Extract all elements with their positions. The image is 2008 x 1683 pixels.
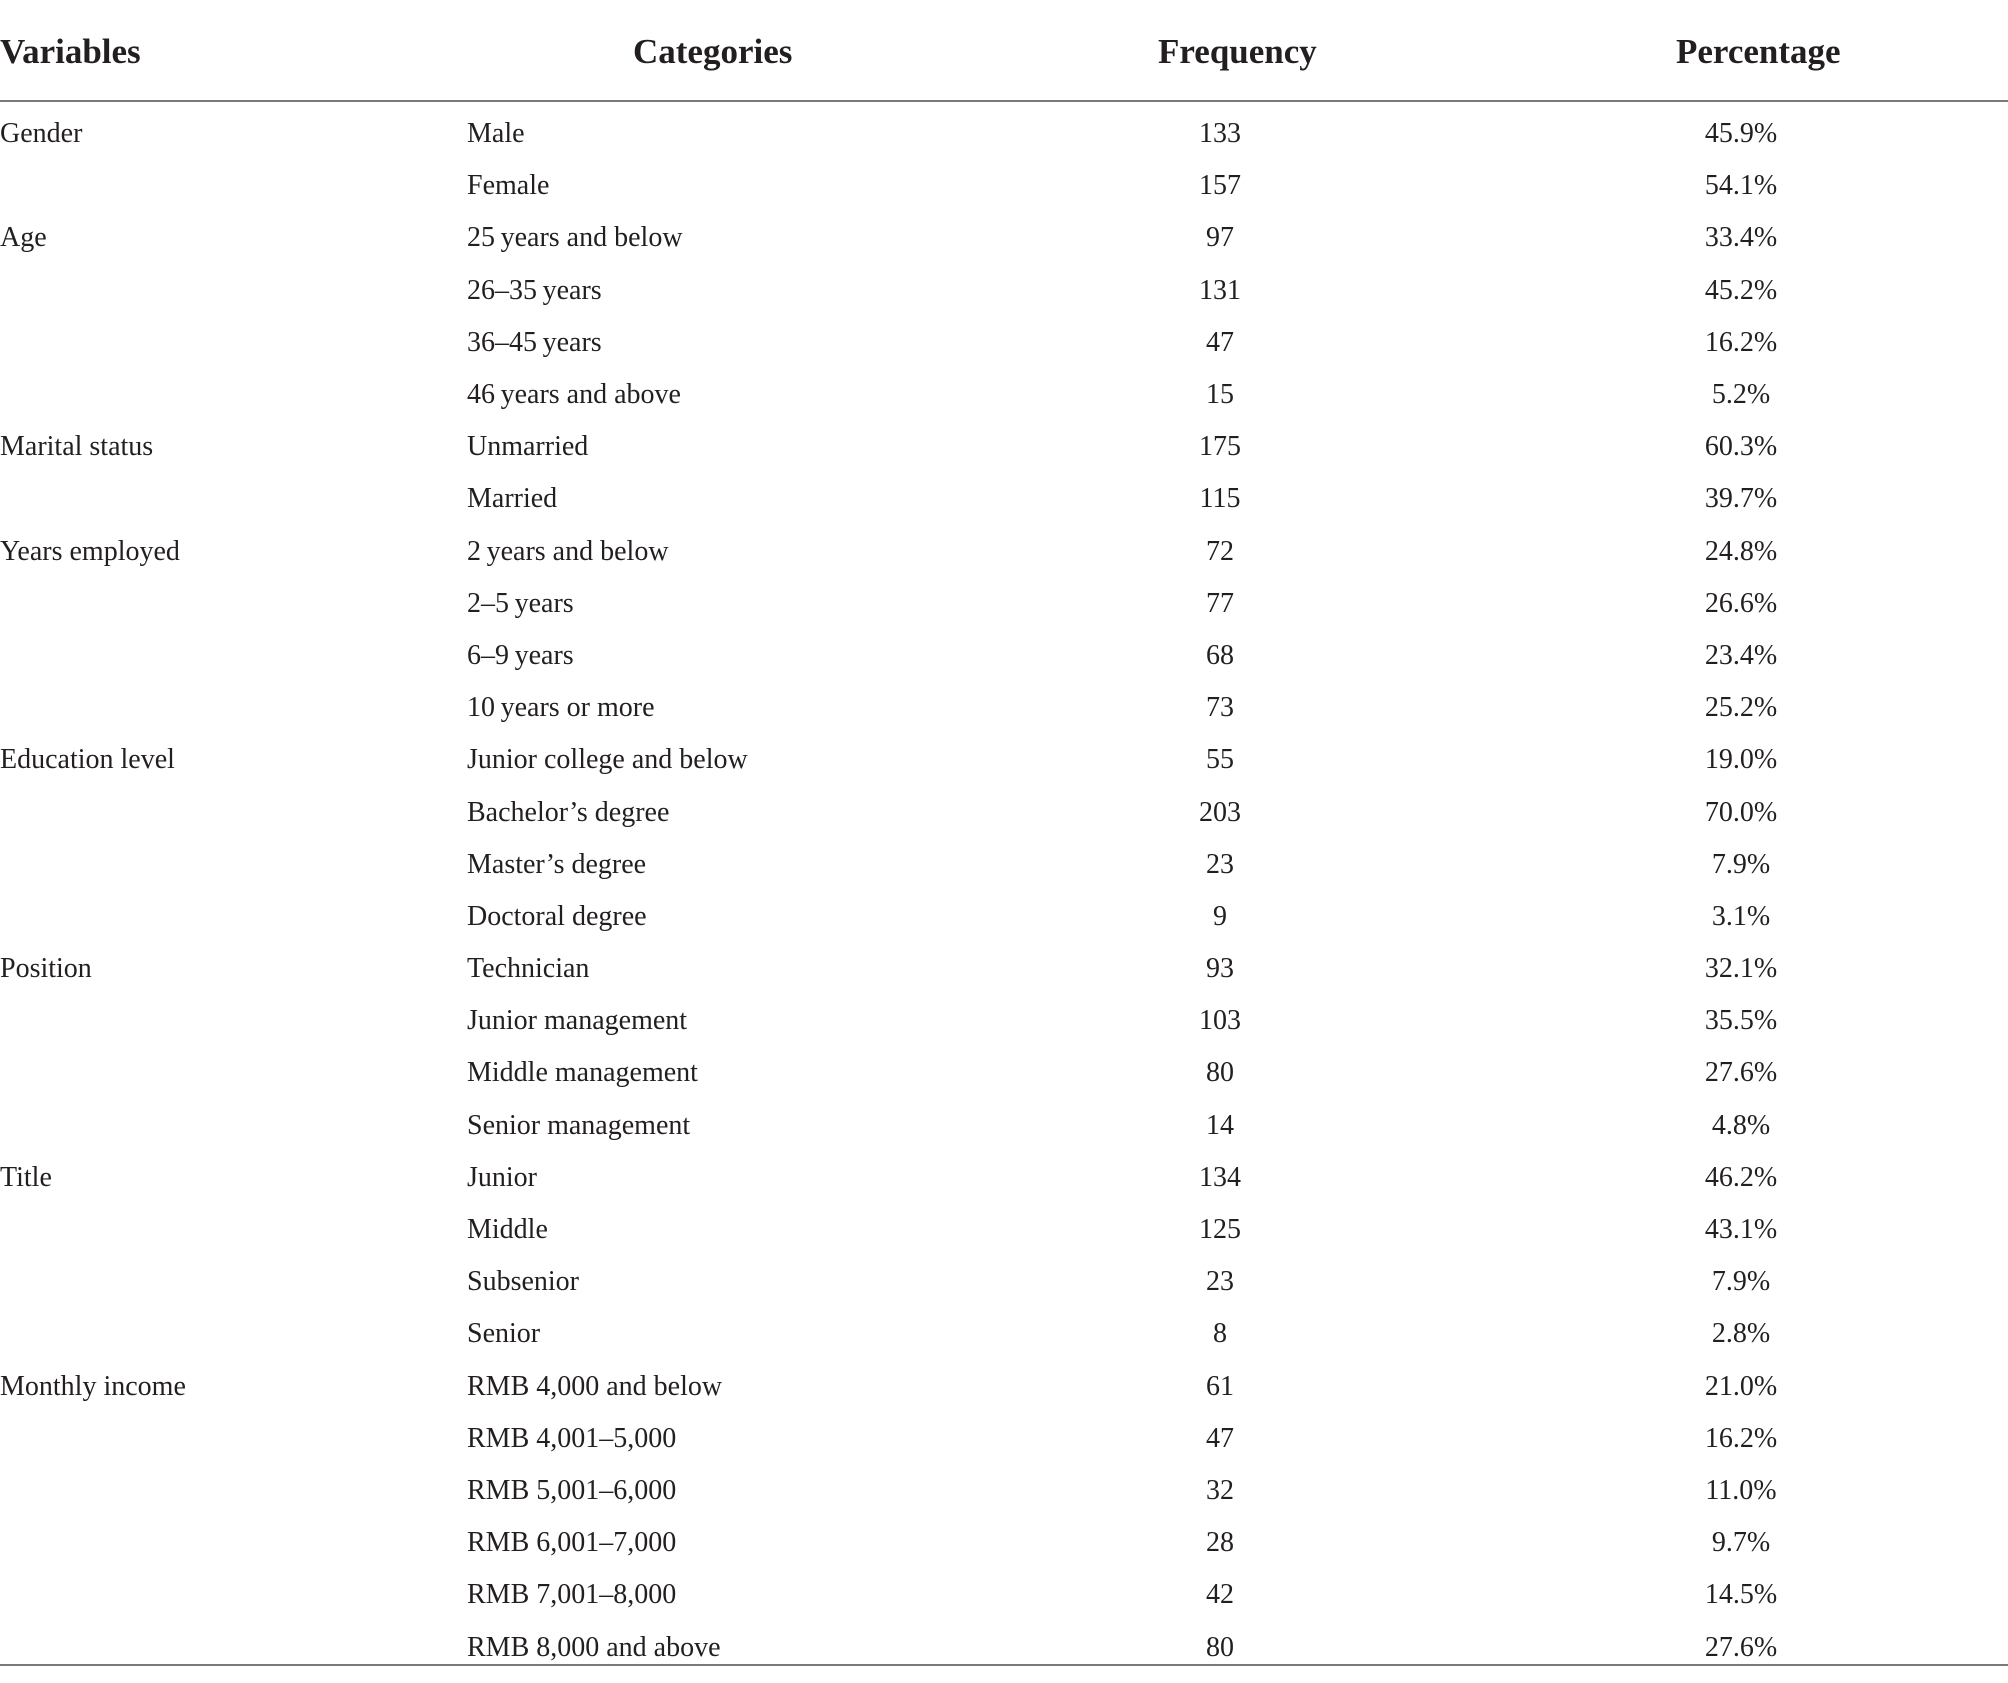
demographics-table <box>0 18 2008 1674</box>
table-row <box>0 682 2008 734</box>
cell-category: Senior management <box>467 1109 691 1141</box>
cell-variable: Education level <box>0 744 175 776</box>
cell-frequency: 47 <box>1206 326 1234 358</box>
table-row <box>0 630 2008 682</box>
table-row <box>0 526 2008 578</box>
table-body <box>0 101 2008 1674</box>
cell-percentage: 46.2% <box>1704 1161 1778 1193</box>
table-row <box>0 786 2008 838</box>
cell-category: Married <box>467 483 558 515</box>
cell-category: Male <box>467 118 525 150</box>
cell-percentage: 70.0% <box>1704 796 1778 828</box>
cell-category: Middle <box>467 1214 548 1246</box>
cell-percentage: 25.2% <box>1704 692 1778 724</box>
table-row <box>0 101 2008 160</box>
cell-variable <box>0 1465 466 1517</box>
cell-frequency: 115 <box>1199 483 1241 515</box>
cell-frequency: 23 <box>1206 848 1234 880</box>
cell-variable <box>0 1047 466 1099</box>
header-variables: Variables <box>0 18 466 101</box>
cell-variable <box>0 317 466 369</box>
cell-frequency: 77 <box>1206 587 1234 619</box>
cell-category: Master’s degree <box>467 848 647 880</box>
cell-category: 25 years and below <box>467 222 683 254</box>
cell-percentage: 14.5% <box>1704 1579 1778 1611</box>
cell-percentage: 35.5% <box>1704 1005 1778 1037</box>
table-row <box>0 369 2008 421</box>
cell-percentage: 43.1% <box>1704 1214 1778 1246</box>
table-row <box>0 1100 2008 1152</box>
cell-variable <box>0 1308 466 1360</box>
cell-category: Junior <box>467 1161 537 1193</box>
cell-variable <box>0 1517 466 1569</box>
cell-category: Junior management <box>467 1005 688 1037</box>
cell-variable <box>0 630 466 682</box>
cell-percentage: 45.2% <box>1704 274 1778 306</box>
cell-frequency: 133 <box>1199 118 1241 150</box>
cell-frequency: 28 <box>1206 1527 1234 1559</box>
cell-variable <box>0 369 466 421</box>
table-bottom-rule <box>0 1664 2008 1666</box>
cell-percentage: 24.8% <box>1704 535 1778 567</box>
cell-category: Senior <box>467 1318 541 1350</box>
cell-frequency: 8 <box>1213 1318 1227 1350</box>
header-percentage: Percentage <box>1474 18 2008 101</box>
cell-variable <box>0 839 466 891</box>
cell-frequency: 42 <box>1206 1579 1234 1611</box>
table-row <box>0 473 2008 525</box>
cell-frequency: 97 <box>1206 222 1234 254</box>
cell-category: 2–5 years <box>467 587 574 619</box>
cell-category: Female <box>467 170 550 202</box>
cell-category: RMB 8,000 and above <box>467 1631 721 1663</box>
cell-frequency: 14 <box>1206 1109 1234 1141</box>
cell-category: Technician <box>467 953 590 985</box>
cell-variable <box>0 1204 466 1256</box>
cell-category: Bachelor’s degree <box>467 796 670 828</box>
cell-percentage: 45.9% <box>1704 118 1778 150</box>
table-row <box>0 1047 2008 1099</box>
cell-percentage: 27.6% <box>1704 1057 1778 1089</box>
cell-category: Middle management <box>467 1057 698 1089</box>
cell-percentage: 7.9% <box>1711 848 1771 880</box>
cell-frequency: 80 <box>1206 1057 1234 1089</box>
cell-percentage: 33.4% <box>1704 222 1778 254</box>
cell-percentage: 32.1% <box>1704 953 1778 985</box>
cell-frequency: 32 <box>1206 1474 1234 1506</box>
table-row <box>0 212 2008 264</box>
cell-category: Doctoral degree <box>467 900 647 932</box>
cell-category: RMB 6,001–7,000 <box>467 1527 677 1559</box>
table-row <box>0 1152 2008 1204</box>
cell-category: 46 years and above <box>467 379 681 411</box>
table-row <box>0 317 2008 369</box>
cell-variable <box>0 160 466 212</box>
cell-frequency: 175 <box>1199 431 1241 463</box>
cell-frequency: 73 <box>1206 692 1234 724</box>
cell-percentage: 26.6% <box>1704 587 1778 619</box>
table-row <box>0 734 2008 786</box>
cell-percentage: 27.6% <box>1704 1631 1778 1663</box>
table-row <box>0 891 2008 943</box>
cell-frequency: 68 <box>1206 639 1234 671</box>
cell-variable <box>0 473 466 525</box>
table-row <box>0 1361 2008 1413</box>
table-row <box>0 160 2008 212</box>
cell-percentage: 16.2% <box>1704 326 1778 358</box>
cell-frequency: 125 <box>1199 1214 1241 1246</box>
cell-variable: Gender <box>0 118 83 150</box>
cell-variable: Years employed <box>0 535 180 567</box>
cell-percentage: 11.0% <box>1705 1474 1777 1506</box>
cell-frequency: 47 <box>1206 1422 1234 1454</box>
cell-percentage: 9.7% <box>1711 1527 1771 1559</box>
cell-frequency: 61 <box>1206 1370 1234 1402</box>
table-row <box>0 578 2008 630</box>
cell-frequency: 9 <box>1213 900 1227 932</box>
cell-percentage: 54.1% <box>1704 170 1778 202</box>
cell-variable: Monthly income <box>0 1370 186 1402</box>
header-row <box>0 18 2008 101</box>
cell-frequency: 157 <box>1199 170 1241 202</box>
cell-category: 10 years or more <box>467 692 655 724</box>
header-frequency: Frequency <box>966 18 1474 101</box>
cell-variable <box>0 1100 466 1152</box>
cell-percentage: 60.3% <box>1704 431 1778 463</box>
cell-category: 6–9 years <box>467 639 574 671</box>
cell-percentage: 16.2% <box>1704 1422 1778 1454</box>
cell-variable <box>0 1413 466 1465</box>
cell-variable: Title <box>0 1161 52 1193</box>
cell-frequency: 131 <box>1199 274 1241 306</box>
cell-percentage: 39.7% <box>1704 483 1778 515</box>
table-row <box>0 265 2008 317</box>
cell-variable <box>0 786 466 838</box>
cell-frequency: 80 <box>1206 1631 1234 1663</box>
cell-percentage: 7.9% <box>1711 1266 1771 1298</box>
cell-frequency: 15 <box>1206 379 1234 411</box>
cell-category: Subsenior <box>467 1266 579 1298</box>
cell-variable <box>0 1569 466 1621</box>
cell-variable <box>0 682 466 734</box>
cell-frequency: 103 <box>1199 1005 1241 1037</box>
cell-variable: Age <box>0 222 47 254</box>
cell-percentage: 2.8% <box>1711 1318 1771 1350</box>
cell-frequency: 93 <box>1206 953 1234 985</box>
table-row <box>0 1465 2008 1517</box>
table-row <box>0 1413 2008 1465</box>
cell-percentage: 3.1% <box>1711 900 1771 932</box>
cell-category: RMB 4,000 and below <box>467 1370 723 1402</box>
cell-variable <box>0 995 466 1047</box>
cell-variable <box>0 578 466 630</box>
cell-category: RMB 4,001–5,000 <box>467 1422 677 1454</box>
cell-frequency: 203 <box>1199 796 1241 828</box>
table-row <box>0 995 2008 1047</box>
table-row <box>0 1308 2008 1360</box>
cell-percentage: 19.0% <box>1704 744 1778 776</box>
cell-category: Junior college and below <box>467 744 748 776</box>
table-row <box>0 1517 2008 1569</box>
cell-frequency: 23 <box>1206 1266 1234 1298</box>
table-row <box>0 421 2008 473</box>
cell-category: Unmarried <box>467 431 589 463</box>
table-row <box>0 1256 2008 1308</box>
cell-variable: Marital status <box>0 431 154 463</box>
cell-category: 26–35 years <box>467 274 602 306</box>
cell-percentage: 4.8% <box>1711 1109 1771 1141</box>
table-row <box>0 1204 2008 1256</box>
cell-category: 36–45 years <box>467 326 602 358</box>
cell-variable: Position <box>0 953 92 985</box>
table-row <box>0 839 2008 891</box>
cell-variable <box>0 265 466 317</box>
cell-category: RMB 5,001–6,000 <box>467 1474 677 1506</box>
cell-category: 2 years and below <box>467 535 669 567</box>
cell-category: RMB 7,001–8,000 <box>467 1579 677 1611</box>
cell-variable <box>0 1256 466 1308</box>
header-categories: Categories <box>466 18 966 101</box>
cell-percentage: 21.0% <box>1704 1370 1778 1402</box>
cell-frequency: 134 <box>1199 1161 1241 1193</box>
cell-frequency: 55 <box>1206 744 1234 776</box>
cell-frequency: 72 <box>1206 535 1234 567</box>
table-header <box>0 18 2008 101</box>
table-row <box>0 943 2008 995</box>
cell-variable <box>0 891 466 943</box>
table-row <box>0 1569 2008 1621</box>
cell-percentage: 5.2% <box>1711 379 1771 411</box>
cell-percentage: 23.4% <box>1704 639 1778 671</box>
